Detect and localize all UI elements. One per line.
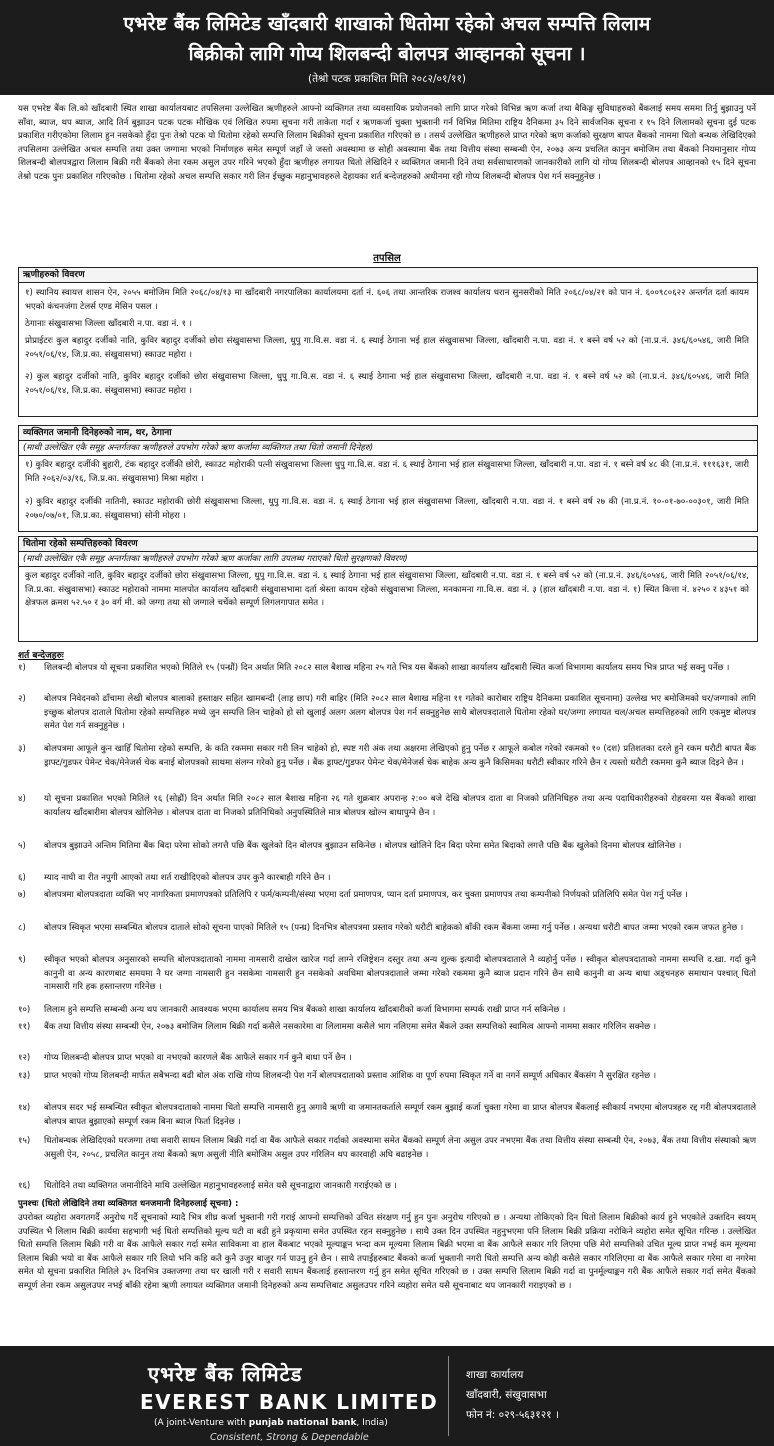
office-location: खाँदबारी, संखुवासभा — [466, 1389, 547, 1401]
borrower-entity: १) स्थानिय स्वायत्त शासन ऐन, २०५५ बमोजिम मिति २०६८/०४/१३ मा खाँदबारी नगरपालिका कार्यालयमा दर्ता नं. ६०६ तथा आन्तरिक राजश्व कार्यालय धरान सुनसरीको मिति २०६८/०४/२१ को पान नं. ६००९८०६२२ अन्तर्गत दर्ता कायम भएको कंचनजंगा टेलर्स एण्ड मेसिन पसल । — [25, 288, 749, 312]
term-number: १०) — [18, 1005, 31, 1015]
office-phone: फोन नं: ०२९-५६३१२१ । — [466, 1409, 559, 1421]
guarantors-subheading: (माथी उल्लेखित एकै समूह अन्तर्गतका ऋणीहरुले उपभोग गरेको ऋण कर्जामा व्यक्तिगत तथा धितो जमानी दिनेहरु) — [19, 441, 757, 456]
title-line-1: एभरेष्ट बैंक लिमिटेड खाँदबारी शाखाको धितोमा रहेको अचल सम्पत्ति लिलाम — [123, 13, 651, 35]
term-number: ५) — [18, 841, 26, 851]
jv-suffix: , India) — [356, 1418, 388, 1428]
term-number: १४) — [18, 1103, 31, 1113]
bank-footer — [0, 1346, 774, 1446]
joint-venture-note — [154, 1418, 388, 1428]
term-number: १२) — [18, 1053, 31, 1063]
term-number: १) — [18, 663, 26, 673]
term-text: यो सूचना प्रकाशित भएको मितिले १६ (सोह्रौं) दिन अर्थात मिति २०८२ साल बैशाख महिना २६ गते शुक्रबार अपरान्ह २:०० बजे देखि बोलपत्र दाता वा निजको प्रतिनिधिहरु तथा अन्य पदाधिकारीहरुको रोहवरमा यस बैंकको शाखा कार्यालय खाँदबारीमा बोलपत्र खोलिनेछ । बोलपत्र दाता वा निजको प्रतिनिधिको अनुपस्थितिले मात्र बोलपत्र खोल्न बाधापुग्ने छैन । — [44, 794, 756, 818]
term-text: बोलपत्र बुझाउने अन्तिम मितिमा बैंक बिदा परेमा सोको लगत्तै पछि बैंक खुलेको दिन बोलपत्र बुझाउन सकिनेछ । बोलपत्र खोलिने दिन बिदा परेमा समेत बिदाको लगत्तै पछि बैंक खुलेको दिनमा बोलपत्र खोलिनेछ । — [44, 841, 682, 851]
jv-prefix: (A joint-Venture with — [154, 1418, 249, 1428]
guarantor-1: १) कुविर बहादुर दर्जीकी बुहारी, टंक बहादुर दर्जीकी छोरी, स्काउट महोराकी पत्नी संखुवासभा जिल्ला धुपु गा.वि.स. वडा नं. ६ स्थाई ठेगाना भई हाल संखुवासभा जिल्ला, खाँदबारी न.पा. वडा नं. १ बस्ने वर्ष ४८ की (ना.प्र.नं. १११६३१, जारी मिति २०६२/०३/१६, जि.प्र.का. संखुवासभा) मिश्रा महोरा । — [25, 460, 749, 484]
collateral-box — [18, 536, 758, 642]
term-text: बोलपत्रमा आफूले कुन खाहिँ धितोमा रहेको सम्पत्ति, के कति रकममा सकार गरी लिन चाहेको हो, स्पष्ट गरी अंक तथा अक्षरमा लेखिएको हुनु पर्नेछ र आफूले कबोल गरेको रकमको १० (दश) प्रतिशतका दरले हुने रकम धरौटी बापत बैंक ड्राफ्ट/गुडफर पेमेन्ट चेक/मेनेजर्स चेक बनाई बोलपत्रको साथमा संलग्न गरेको हुनु पर्नेछ । बैंक ड्राफ्ट/गुडफर पेमेन्ट चेक/मेनेजर्स चेक बाहेक अन्य कुनै किसिमका धरौटी स्वीकार गरिने छैन र त्यस्तो धरौटी रकममा कुनै ब्याज दिइने छैन । — [44, 744, 756, 768]
term-text: प्राप्त भएको गोप्य शिलबन्दी मार्फत सबैभन्दा बढी बोल अंक राखि गोप्य शिलबन्दी पेश गर्ने बोलपत्रदाताको प्रस्ताव आंशिक वा पूर्ण रुपमा स्विकृत गर्ने वा नगर्ने सम्पूर्ण अधिकार बैंकसंग नै सुरक्षित रहनेछ । — [44, 1071, 657, 1081]
collateral-heading: धितोमा रहेको सम्पत्तिहरुको विवरण — [19, 537, 757, 552]
term-number: ३) — [18, 744, 26, 754]
term-number: ९) — [18, 955, 26, 965]
term-text: गोप्य शिलबन्दी बोलपत्र प्राप्त भएको वा नभएको कारणले बैंक आफैले सकार गर्न कुनै बाधा पर्ने छैन । — [44, 1053, 352, 1063]
term-text: स्वीकृत भएको बोलपत्र अनुसारको सम्पत्ति बोलपत्रदाताको नाममा नामसारी दाखेल खारेज गर्दा लाग्ने रजिष्ट्रेशन दस्तुर तथा अन्य शुल्क इत्यादी बोलपत्रदाताले नै व्यहोर्नु पर्नेछ । स्वीकृत बोलपत्रदाताको नाममा सम्पत्ति द.खा. गर्दा कुनै कानुनी वा अन्य कारणबाट समयमा नै घर जग्गा नामसारी हुन नसकेमा नामसारी हुन नसकेको अवधिमा बोलपत्रदाताले जम्मा गरेको रकममा कुनै ब्याज प्रदान गरिने छैन साथै कानुनी वा अन्य बाधा अड्चनहरु समाधान पश्चात् धितो नामसारी गरि हक हस्तान्तरण गरिनेछ । — [44, 955, 756, 993]
term-number: १३) — [18, 1071, 31, 1081]
borrower-2: २) कुल बहादुर दर्जीको नाति, कुविर बहादुर दर्जीको छोरा संखुवासभा जिल्ला, धुपु गा.वि.स. वडा नं. ६ स्थाई ठेगाना भई हाल संखुवासभा जिल्ला, खाँदबारी न.पा. वडा नं. १ बस्ने वर्ष ५२ को (ना.प्र.नं. ३४६/६०५४६, जारी मिति २०५१/०६/१४, जि.प्र.का. संखुवासभा) स्काउट महोरा । — [25, 372, 749, 396]
term-number: ६) — [18, 873, 26, 883]
notice-header — [0, 0, 774, 95]
term-text: बैंक तथा वित्तीय संस्था सम्बन्धी ऐन, २०७३ बमोजिम लिलाम बिक्री गर्दा कसैले नसकारेमा वा लिलाममा कसैले भाग नलिएमा समेत बैंकले उक्त सम्पत्तिको स्वामित्व आफ्नो नाममा सकार गरिलिन सक्नेछ । — [44, 1022, 657, 1032]
notice-title: पुनश्चः (धितो लेखिदिने तथा व्यक्तिगत धनजमानी दिनेहरुलाई सूचना) : — [18, 1199, 239, 1209]
term-number: ८) — [18, 923, 26, 933]
guarantors-heading: व्यक्तिगत जमानी दिनेहरुको नाम, थर, ठेगाना — [19, 426, 757, 441]
borrowers-box — [18, 267, 758, 417]
term-text: बोलपत्र निवेदनको ढाँचामा लेखी बोलपत्र बालाको हस्ताक्षर सहित खामबन्दी (लाह छाप) गरी बाहिर (मिति २०८२ साल बैशाख महिना ११ गतेको कारोबार राष्ट्रिय दैनिकमा प्रकाशित सूचनामा) उल्लेख भए बमोजिमको घर/जग्गाको लागि इच्छुक बोलपत्र दाताले धितोमा रहेको सम्पत्तिहरु मध्ये जुन सम्पत्ति लिन चाहेको हो सो खुलाई अलग अलग बोलपत्र पेश गर्न सक्नुहुनेछ साथै बोलपत्रदाताले धितोमा रहेको घर/जग्गा लगायत चल/अचल सम्पत्तिहरुको लागि एकमुष्ट बोलपत्र समेत पेश गर्न सक्नुहुनेछ । — [44, 694, 756, 732]
term-number: ७) — [18, 890, 26, 900]
intro-paragraph: यस एभरेष्ट बैंक लि.को खाँदबारी स्थित शाखा कार्यालयबाट तपसिलमा उल्लेखित ऋणीहरुले आफ्नो व्यक्तिगत तथा व्यवसायिक प्रयोजनको लागि प्राप्त गरेको विभिन्न ऋण कर्जा तथा बैकिङ्ग सुविधाहरुको बैंकलाई समय सममा तिर्नु बुझाउनु पर्ने साँवा, ब्याज, थप ब्याज, आदि तिर्न बुझाउन पटक पटक मौखिक एवं लिखित रुपमा सूचना गरी ताकेता गर्दा र ऋणकर्जा चुक्ता भुक्तानी गर्न विभिन्न मितिमा राष्ट्रिय दैनिकमा ३५ दिने सार्वजनिक सूचना र १५ दिने लिलामको सूचना दुई पटक प्रकाशित गरीएकोमा लिलाम हुन नसकेको हुँदा पुनः तेश्रो पटक यो धितोमा रहेको सम्पत्ति लिलाम बिक्रीको सूचना प्रकाशित गरिएको छ । तसर्थ उल्लेखित ऋणीहरुले प्राप्त गरेको ऋण कर्जाको सुरक्षण बापत बैंकको नाममा धितो बन्धक लेखिदिएको तपसिलमा उल्लेखित अचल सम्पत्ति तथा उक्त जग्गामा भएको निर्माणहरु समेत सम्पूर्ण जहाँ जे जस्तो अवस्थामा छ सोही अवस्थामा बैंक तथा वित्तीय संस्था सम्बन्धी ऐन, २०७३ अन्य प्रचलित कानुन बमोजिम तथा बैंकको नियमानुसार गोप्य शिलबन्दी बोलपत्रद्वारा लिलाम बिक्री गरी बैंकको लेना रकम असुल उपर गरिने भएको हुँदा ऋणीहरु लगायत धितो लेखिदिने र व्यक्तिगत जमानी दिने तथा सर्वसाधारणको जानकारीको लागि यो गोप्य शिलबन्दी बोलपत्र आव्हानको १५ दिने सूचना तेश्रो पटक पुनः प्रकाशित गरिएकोछ । धितोमा रहेको अचल सम्पत्ति सकार गरी लिन ईच्छुक महानुभावहरुले देहायका शर्त बन्देजहरुको अधीनमा रही गोप्य शिलबन्दी बोलपत्र पेश गर्न सक्नुहुनेछ । — [18, 104, 756, 182]
term-text: बोलपत्र सदर भई सम्बन्धित स्वीकृत बोलपत्रदाताको नाममा धितो सम्पत्ति नामसारी हुनु अगावै ऋणी वा जमानतकर्ताले सम्पूर्ण रकम बुझाई कर्जा चुक्ता गरेमा वा प्राप्त बोलपत्र बैंकलाई स्वीकार्य नभएमा बोलपत्रहरु रद्द गरी बोलपत्रदाताले बोलपत्र बापत बुझाएको सम्पूर्ण रकम बिना ब्याज फिर्ता दिइनेछ । — [44, 1103, 756, 1127]
term-number: २) — [18, 694, 26, 704]
footer-divider — [448, 1356, 449, 1436]
term-text: बोलपत्रमा बोलपत्रदाता व्यक्ति भए नागरिकता प्रमाणपत्रको प्रतिलिपि र फर्म/कम्पनी/संस्था भएमा दर्ता प्रमाणपत्र, प्यान दर्ता प्रमाणपत्र, कर चुक्ता प्रमाणपत्र तथा कम्पनीको निर्णयको प्रतिलिपि समेत पेश गर्नु पर्नेछ । — [44, 890, 688, 900]
term-text: म्याद नाघी वा रीत नपुगी आएको तथा शर्त राखीदिएको बोलपत्र उपर कुनै कारबाही गरिने छैन । — [44, 873, 331, 883]
term-number: १५) — [18, 1136, 31, 1146]
office-label: शाखा कार्यालय — [466, 1369, 524, 1381]
borrowers-heading: ऋणीहरुको विवरण — [19, 268, 757, 283]
collateral-detail: कुल बहादुर दर्जीको नाति, कुविर बहादुर दर्जीको छोरा संखुवासभा जिल्ला, धुपु गा.वि.स. वडा नं. ६ स्थाई ठेगाना भई हाल संखुवासभा जिल्ला, खाँदबारी न.पा. वडा नं. १ बस्ने वर्ष ५२ को (ना.प्र.नं. ३४६/६०५४६, जारी मिति २०५१/०६/१४, जि.प्र.का. संखुवासभा) स्काउट महोराको नाममा मालपोत कार्यालय खाँदबारी संखुवासभामा दर्ता श्रेस्ता कायम रहेको संखुवासभा जिल्ला, मनकामना गा.वि.स. वडा नं. ३ (हाल खाँदबारी न.पा. वडा नं. १) स्थित कित्ता नं. ४२५० र ४३५१ को क्षेत्रफल क्रमश ५२.५० र ३० वर्ग मी. को जग्गा तथा सो जग्गाले चर्चेको सम्पूर्ण लिगलगापात समेत । — [25, 571, 749, 609]
title-line-2: बिक्रीको लागि गोप्य शिलबन्दी बोलपत्र आव्हानको सूचना । — [188, 43, 586, 65]
bank-name-nepali: एभरेष्ट बैंक लिमिटेड — [148, 1362, 303, 1386]
terms-title: शर्त बन्देजहरुः — [18, 651, 64, 661]
guarantors-box — [18, 425, 758, 532]
tapsil-heading: तपसिल — [373, 253, 401, 264]
term-text: धितोदिने तथा व्यक्तिगत जमानीदिने माथि उल्लेखित महानुभावहरुलाई समेत यसै सूचनाद्वारा जानकारी गराईएको छ । — [44, 1181, 397, 1191]
borrower-proprietor: प्रोप्राईटरः कुल बहादुर दर्जीको नाति, कुविर बहादुर दर्जीको छोरा संखुवासभा जिल्ला, धुपु गा.वि.स. वडा नं. ६ स्थाई ठेगाना भई हाल संखुवासभा जिल्ला, खाँदबारी न.पा. वडा नं. १ बस्ने वर्ष ५२ को (ना.प्र.नं. ३४६/६०५४६, जारी मिति २०५१/०६/१४, जि.प्र.का. संखुवासभा) स्काउट महोरा । — [25, 336, 749, 360]
borrower-address: ठेगानाः संखुवासभा जिल्ला खाँदबारी न.पा. वडा नं. १ । — [25, 319, 193, 329]
notice-text: उपरोक्त व्यहोरा अवगतगर्दै अनुरोध गर्दै सूचनाको म्यादै भित्र शीघ्र कर्जा भुक्तानी गरी गराई आफ्नो सम्पत्तिको उचित संरक्षण गर्नु हुन पुनः अनुरोध गरिएको छ । अन्यथा तोकिएको दिन धितो लिलाम बिक्रीको कार्य हुने भएकोले उक्तदिन स्वयम् उपस्थित भै लिलाम बिक्री कार्यमा सहभागी भई धितो सम्पत्तिको मूल्य घटी वा बढी हुने प्रकृयामा समेत उपस्थित रहन सक्नुहुनेछ । साथै उक्त दिन उपस्थित नहुनुभएमा पनि लिलाम बिक्री प्रक्रिया नरोकिने व्यहोरा समेत सूचित गरिन्छ । उल्लेखित धितो सम्पत्ति लिलाम बिक्री गरी वा बैंक आफैले सकार गर्दा समेत साविकमा वा हाल बैंकबाट भएको मूल्याङ्कन भन्दा कम मूल्यमा लिलाम बिक्री भएमा वा बैंक आफैले सकार गरि लिएमा पछि मेरो सम्पत्तिको उचित मूल्य प्राप्त नभई कम मूल्यमा लिलाम बिक्री भयो वा बैंक आफैले सकार गरि लियो भनि कहि कतै कुनै उजुर बाजुर गर्न पाउनु हुने छैन । साथै तपाईंहरुबाट बैंकको कर्जा भुक्तानी नगरी धितो सम्पत्ति अन्य कोही कसैले सकार गरिलिएमा वा बैंक आफैले सकार गरेमा वा नगरेमा समेत यो सूचना प्रकाशित मितिले ३५ दिनभित्र उक्तजग्गा तथा घर खाली गरी र सवारी साधन बैंकलाई हस्तान्तरण गर्नु हुन समेत सूचित गरिएको छ । उक्त सम्पत्ति लिलाम बिक्री गर्दा वा पुनर्मूल्याङ्कन गरी बैंक आफैले सकार गर्दा समेत बैंकको सम्पूर्ण लेना रकम असुलउपर नभई बाँकी रहेमा ऋणी लगायत व्यक्तिगत जमानी दिनेहरुको अन्य सम्पत्तिबाट असुलउपर गरिने व्यहोरा समेत यसै सूचनाबाट थप जानकारी गराइएको छ । — [18, 1213, 756, 1291]
publish-date: (तेश्रो पटक प्रकाशित मिति २०८२/०१/११) — [307, 73, 467, 85]
term-number: १६) — [18, 1181, 31, 1191]
term-text: लिलाम हुने सम्पत्ति सम्बन्धी अन्य थप जानकारी आवश्यक भएमा कार्यालय समय भित्र बैंकको शाखा कार्यालय खाँदबारीको कर्जा विभागमा सम्पर्क राखी प्राप्त गर्न सकिनेछ । — [44, 1005, 566, 1015]
collateral-subheading: (माथी उल्लेखित एकै समूह अन्तर्गतका ऋणीहरुले उपभोग गरेको ऋण कर्जाका लागि उपलब्ध गराएको धितो सुरक्षणको विवरण) — [19, 552, 757, 567]
term-number: ४) — [18, 794, 26, 804]
guarantor-2: २) कुविर बहादुर दर्जीकी नातिनी, स्काउट महोराकी छोरी संखुवासभा जिल्ला, धुपु गा.वि.स. वडा नं. ६ स्थाई ठेगाना भई हाल संखुवासभा जिल्ला, खाँदबारी न.पा. वडा नं. १ बस्ने वर्ष २७ की (ना.प्र.नं. १०-०१-७०-००३०१, जारी मिति २०७०/०७/०१, जि.प्र.का. संखुवासभा) सोनी मोहरा । — [25, 497, 749, 521]
bank-tagline: Consistent, Strong & Dependable — [210, 1432, 369, 1443]
bank-name-english: EVEREST BANK LIMITED — [140, 1390, 439, 1414]
term-text: धितोबन्धक लेखिदिएको घरजग्गा तथा सवारी साधन लिलाम बिक्री गर्दा वा बैंक आफैले सकार गर्दाको अवस्थामा समेत बैंकको सम्पूर्ण लेना असुल उपर नभएमा बैंक तथा वित्तीय संस्था सम्बन्धी ऐन, २०७३, बैंक तथा वित्तीय संस्थाको ऋण असुली ऐन, २०५८, प्रचलित कानुन तथा बैंकको ऋण असुली नीति बमोजिम असुल उपर गरिलिन थप कारवाही अघि बढाइनेछ । — [44, 1136, 756, 1160]
term-text: शिलबन्दी बोलपत्र यो सूचना प्रकाशित भएको मितिले १५ (पन्ध्रौं) दिन अर्थात मिति २०८२ साल बैशाख महिना २५ गते भित्र यस बैंकको शाखा कार्यालय खाँदबारी स्थित कर्जा विभागमा कार्यालय समय भित्र प्राप्त भई सक्नु पर्नेछ । — [44, 663, 730, 673]
term-number: ११) — [18, 1022, 31, 1032]
term-text: बोलपत्र स्विकृत भएमा सम्बन्धित बोलपत्र दाताले सोको सूचना पाएको मितिले १५ (पन्ध्र) दिनभित्र बोलपत्रमा प्रस्ताव गरेको धरौटी बाहेकको बाँकी रकम बैंकमा जम्मा गर्नु पर्नेछ । अन्यथा धरौटी बापत जम्मा भएको रकम जफत हुनेछ । — [44, 923, 744, 933]
jv-partner: punjab national bank — [248, 1418, 357, 1428]
